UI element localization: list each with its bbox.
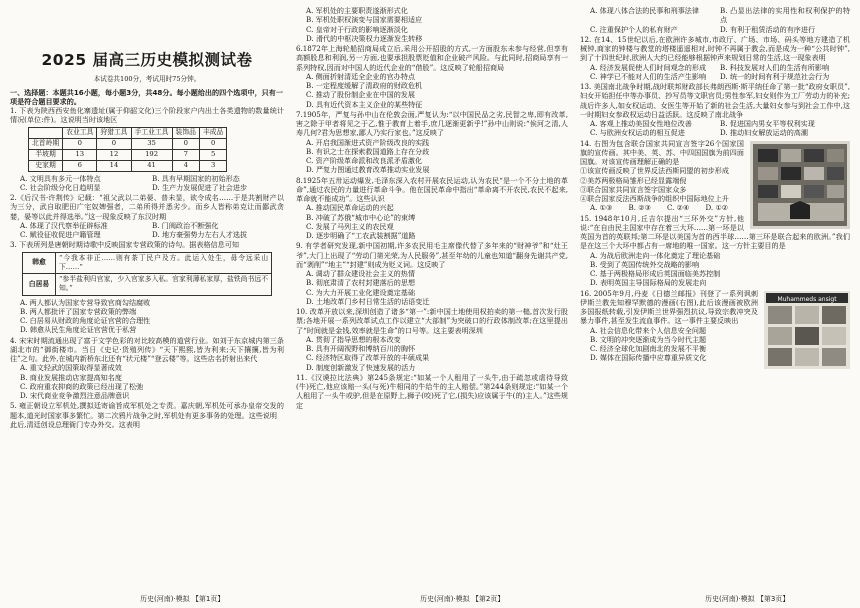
question-8: 8.1925年五卅运动爆发,毛泽东深入农村开展农民运动,认为农民“是一个不分土地的革命”,通过农民的力量进行革命斗争。他在国民革命中指出“革命离不开农民,农民不起来,革命就不能成功”。这些认识 A. 推动国民革命运动的兴起 B. 冲破了苏俄“城市中心论”的束缚 C. 发展了马列主义的农民观 D. 逐步明确了“工农武装割据”道路: [296, 175, 568, 240]
poem-table: 韩愈 “今我本非正……则有茶丁民户及方。此运入处生，毋令远采山下……” 白居易 “参半盐利归官家，少入官家多入私。官家利薄私家厚，盐铁尚书远不知。”: [22, 252, 272, 296]
cartoon-image: [764, 291, 850, 369]
page-footer-1: 历史(河南)·模拟 【第1页】: [140, 595, 225, 603]
exam-title: 2025 届高三历史模拟测试卷: [41, 51, 253, 69]
svg-text:Muhammeds ansigt: Muhammeds ansigt: [777, 295, 837, 303]
question-13: 13. 美国南北战争时期,战时联邦财政部长弗朗西斯·斯平纳任命了第一批“政府女职员”,妇女开始担任中等办事员、抄写员等文职官员;男性参军,妇女则作为工厂劳动力的补充;战后许多人,如女权运动、女医生等开始了新的社会生活,大量妇女参与到社会工作中,这一时期妇女参政权运动日益活跃。这反映了南北战争 A. 客观上推动美国女性地位改善 B. 促进国内男女平等权利实现 C. 与欧洲女权运动的相互促进 D. 推动妇女解放运动的高潮: [580, 82, 850, 138]
question-6: 6.1872年上海轮船招商局成立后,采用公开招股的方式,一方面股东未参与经营,但享有高额股息和利润,另一方面,也要承担股票贬值和企业破产风险。与此同时,招商局享有一系列特权,因而对中国人的近代企业的“借股”。这反映了轮船招商局 A. 侧面折射清廷全企业的官办特点 B. 一定程度缓解了清政府的财政危机 C. 推动了股份制企业在中国的发展 D. 具有近代资本主义企业的某些特征: [296, 44, 568, 109]
question-stem: 1. 下表为陕西西安鱼化寨遗址(属于仰韶文化)三个阶段家户内出土各类遗物的数量统计情况(单位:件)。这说明当时该地区: [10, 106, 284, 125]
flags-poster-image: [750, 141, 850, 229]
page-footer-2: 历史(河南)·模拟 【第2页】: [420, 595, 505, 603]
page-footer-3: 历史(河南)·模拟 【第3页】: [705, 595, 790, 603]
question-11-options: A. 体现八体合法的民事和刑事法律 B. 凸显出法律的实用性和权利保护的特点 C. 注重保护个人的私有财产 D. 有利于租赁活动的有序进行: [590, 6, 850, 34]
section-instructions: 一、选择题：本题共16小题，每小题3分，共48分。每小题给出的四个选项中，只有一项是符合题目要求的。: [10, 87, 283, 106]
question-9: 9. 有学者研究发现,新中国初期,许多农民用毛主席像代替了多年来的“财神爷”和“灶王爷”,大门上出现了“劳动门第光荣,为人民服务”,甚至年幼的儿童也知道“翻身先谢共产党,而“剥削”“地主”“封建”则成为贬义词。这反映了 A. 调动了群众建设社会主义的热情 B. 彻底肃清了农村封建落后的思想 C. 为大力开展工业化建设奠定基础 D. 土地改革门乡村日常生活的话语变迁: [296, 241, 568, 306]
question-4: 4. 宋宋时期流通出现了富于文学色彩的对比较高模的道营行业。如刘于东京城内第三条湖北市的“御街楼市。当日《史记·货殖列传》“天下熙熙,皆为利来;天下攘攘,皆为利往”之句。此外,在城内新桥东北还有“状元楼”“登云楼”等。这些店名折射出来代 A. 重文轻武的国策取得显著成效 B. 商业发展推动店家提高知名度 C. 政府重农抑商的政策已经出现了松弛 D. 宋代商业竞争激烈注意品牌意识: [10, 335, 284, 400]
question-12: 12. 在14、15世纪以后,在欧洲许多城市,市政厅、广场、市场、码头等地方建造了机械钟,商家的钟楼与教堂的塔楼遥遥相对,时钟不再属于教会,而是成为一种“公共时钟”,到了十四世纪时,欧洲人大约已经能够根据钟声来规划日常的生活,这一现象表明 A. 经济发展促使人们时间观念的形成 B. 科技发展对人们的生活有所影响 C. 神学已不能对人们的生活产生影响 D. 统一的时间有利于规范社会行为: [580, 34, 850, 81]
question-1: [10, 106, 284, 192]
question-5-options: A. 军机处的主要职责遂渐形式化 B. 军机处职权演变与国家需要相适应 C. 皇帝对于行政的影响逐渐淡化 D. 滑代的中枢决策权力逐渐发生转移: [306, 6, 423, 43]
question-5: 5. 雍正朝设立军机处,撰拟廷寄谕旨成军机处之专责。嘉庆朝,军机处可承办皇帝交发的题本,道光时国家事多繁忙。第二次鸦片战争之时,军机处有更多事务的处理。这些说明 此后,清廷创设总理衙门专办外交。这表明: [10, 401, 284, 429]
options: A. 文明具有多元一体特点 B. 具有早期国家的初始形态 C. 社会阶级分化日趋明显 D. 生产力发展促进了社会进步: [20, 173, 248, 192]
question-15: 15. 1948年10月,丘吉尔提出“三环外交”方针,他说:“在自由民主国家中存在着三大环……第一环是以英国为首的英联邦;第二环是以美国为首的西半球……第三环是联合起来的欧洲。”我们是在这三个大环中都占有一席地的唯一国家。这一方针主要目的是 A. 为战后欧洲走向一体化奠定了理论基础 B. 受到了英国传统外交战略的影响 C. 基于两极格局形成后英国面临美苏控制 D. 表明英国主导国际格局的发展走向: [580, 213, 850, 288]
options: A. 体现了汉代察举征辟标准 B. 门阀政治不断强化 C. 赋役征收促进户籍管理 D. 地方豪强势力左右人才选拔: [20, 220, 248, 239]
question-16: Muhammeds ansigt 16. 2005年9月,丹麦《日德兰邮报》刊登了一系列讽刺伊斯兰教先知穆罕默德的漫画(右图),此后该漫画被欧洲多国报纸转载,引发伊斯兰世界强烈抗议,导致宗教冲突及暴力事件,甚至发生流血事件。这一事件主要反映出 A. 社会信息化带来个人信息安全问题 B. 文明的冲突逐渐成为当今时代主题 C. 经济全球化加剧南北的发展不平衡 D. 媒体在国际传播中应尊重异质文化: [580, 289, 850, 363]
column-1: [10, 6, 284, 590]
question-11: 11.《汉谟拉比法典》第245条规定:“如某一个人租用了一头牛,由于疏忽或虐待导致(牛)死亡,他应该赔一头(与死)牛相同的牛给牛的主人赔偿。”第244条则规定:“如某一个人租用了一头牛或驴,但是在原野上,狮子(咬)死了它,(损失)应该属于牛(的)主人。”这些规定: [296, 372, 568, 410]
artifact-table: 农业工具 狩猎工具 手工业工具 装饰品 丰成品 北首岭期 0 0 35 0 0 半坡期 13 12 192 7 5 史家期 6 14 41 4 3: [28, 127, 227, 172]
question-7: 7.1905年，严复与孙中山在伦敦会面,严复认为:“以中国民品之劣,民智之卑,即有改革,害之除于甲者将见之于乙,惟于教育上着手,庶几逐渐更新乎!”孙中山则说:“俟河之清,人寿几何?君为思想家,鄙人乃实行家也。”这反映了 A. 开启我国渐进式资产阶级改良的实践 B. 有识之士在探索救国道路上存在分歧 C. 资产阶级革命派和改良派矛盾激化 D. 严复力图通过教育改革推动实业发展: [296, 109, 568, 175]
question-2: 2.《后汉书·许荆传》记载：“祖父武以二弟晏、普未显，欲令成名……于是共割财产以为三分，武自取肥田广宅奴婢强者，二弟所得并悉劣少。而乡人皆称弟克让而鄙武贪婪，晏等以此并得选举。”这一现象反映了东汉时期 A. 体现了汉代察举征辟标准 B. 门阀政治不断强化 C. 赋役征收促进户籍管理 D. 地方豪强势力左右人才选拔: [10, 193, 284, 239]
question-14: 14. 右图为包含联合国家共同宣言签字26个国家国旗的宣传画。其中美、英、苏、中四国国旗为前四面国旗。对该宣传画理解正确的是 ①该宣传画反映了世界反法西斯同盟的初步形成 ②美苏两极格局雏形已经显露端倪 ③联合国家共同宣言签字国家众多 ④联合国家反法西斯战争的组织中国际地位上升 A. ①③ B. ②③ C. ②④ D. ①②: [580, 139, 850, 213]
exam-meta: 本试卷共100分，考试用时75分钟。: [93, 75, 201, 84]
column-3: [580, 6, 850, 590]
column-2: [296, 6, 568, 590]
question-3: 3. 下表所列是唐朝时期诗歌中反映国家专营政策的诗句。据表格信息可知 韩愈 “今我本非正……则有茶丁民户及方。此运入处生，毋令远采山下……” 白居易 “参半盐利归官家，少入官家多入私。官家利薄私家厚，盐铁尚书远不知。” A. 两人都认为国家专营导致官商勾结腐败 B. 两人都批评了国家专营政策的弊端 C. 白居易从财政的角度论证官营的合理性 D. 韩愈从民生角度论证官营优于私营: [10, 240, 284, 334]
question-10: 10. 改革开放以来,深圳创造了诸多“第一”:新中国土地使用权拍卖的第一槌,首次发行股票;各地开展一系列改革试点工作以建立“大部制”为突破口的行政体制改革;在这里提出了“时间就是金钱,效率就是生命”的口号等。这主要表明深圳 A. 贯彻了指导思想的根本改变 B. 具有开阔视野和博纳百川的胸怀 C. 经济特区取得了改革开放的丰硕成果 D. 制度创新激发了快速发展的活力: [296, 307, 568, 372]
